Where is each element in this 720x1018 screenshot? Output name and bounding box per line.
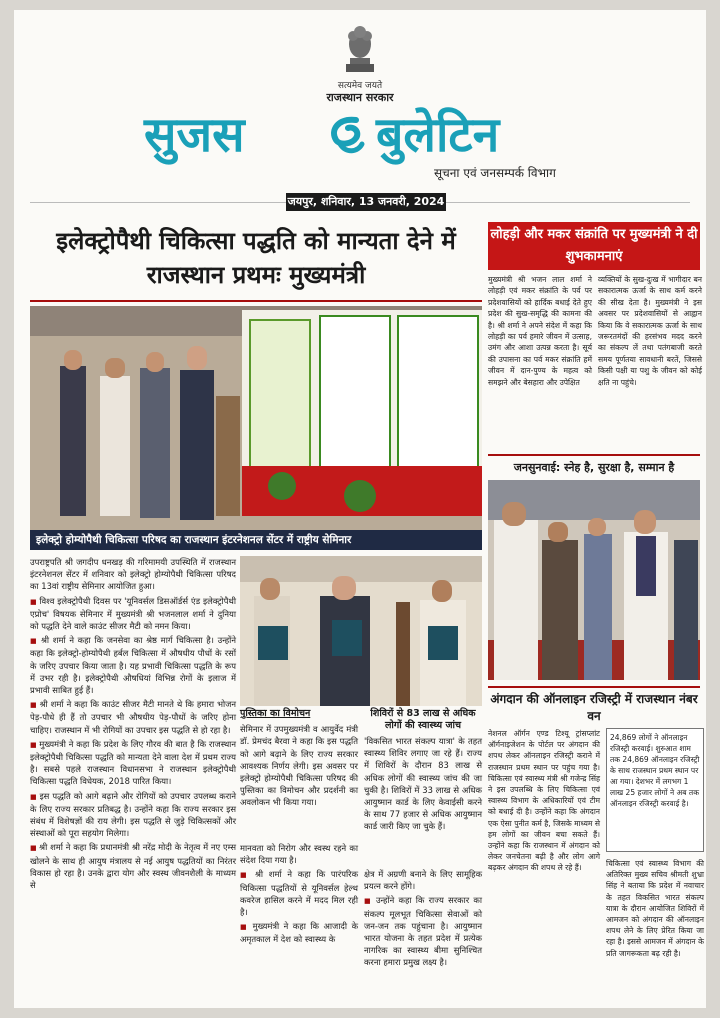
public-hearing-photo xyxy=(488,480,700,680)
main-story-column-3b xyxy=(364,868,482,971)
main-story-paragraph: ■ श्री शर्मा ने कहा कि काउंट सीजर मैटी मानते थे कि हमारा भोजन पेड़-पौधे ही हैं तो उपचार भी औषधीय पेड़-पौधों के जरिए होना चाहिए। राजस्थान में भी रोगियों का उपचार इस पद्धति से हो रहा है। xyxy=(30,698,236,736)
title-left: सुजस xyxy=(144,107,245,163)
seminar-photo-illustration xyxy=(30,306,482,546)
national-motto: सत्यमेव जयते xyxy=(337,81,383,91)
main-story-paragraph: सेमिनार में उपमुख्यमंत्री व आयुर्वेद मंत्री डॉ. प्रेमचंद बैरवा ने कहा कि इस पद्धति को आगे बढ़ाने के लिए राज्य सरकार आवश्यक निर्णय लेगी। इस अवसर पर इलेक्ट्रो होम्योपैथी चिकित्सा परिषद की पुस्तिका का विमोचन और प्रदर्शनी का अवलोकन भी किया गया। xyxy=(240,724,358,808)
main-story-paragraph: उपराष्ट्रपति श्री जगदीप धनखड़ की गरिमामयी उपस्थिति में राजस्थान इंटरनेशनल सेंटर में शनिवार को इलेक्ट्रो होम्योपैथी चिकित्सा परिषद का 13वां राष्ट्रीय सेमिनार आयोजित हुआ। xyxy=(30,557,236,592)
department-name: सूचना एवं जनसम्पर्क विभाग xyxy=(434,166,556,180)
donation-headline: अंगदान की ऑनलाइन रजिस्ट्री में राजस्थान नंबर वन xyxy=(488,686,700,725)
main-story-paragraph: ■ मुख्यमंत्री ने कहा कि प्रदेश के लिए गौरव की बात है कि राजस्थान इलेक्ट्रोपैथी चिकित्सा पद्धति को मान्यता देने वाला देश में प्रथम राज्य है। सबसे पहले राजस्थान विधानसभा ने राजस्थान इलेक्ट्रोपैथी चिकित्सा पद्धति विधेयक, 2018 पारित किया। xyxy=(30,738,236,788)
book-release-subhead: पुस्तिका का विमोचन xyxy=(240,708,311,719)
bulletin-page xyxy=(14,10,706,1008)
main-story-paragraph: ■ मुख्यमंत्री ने कहा कि आजादी के अमृतकाल में देश को स्वास्थ्य के xyxy=(240,920,358,945)
main-story-column-3 xyxy=(364,708,482,835)
sujas-logo-icon xyxy=(326,114,370,158)
seminar-photo-caption: इलेक्ट्रो होम्योपैथी चिकित्सा परिषद का राजस्थान इंटरनेशनल सेंटर में राष्ट्रीय सेमिनार xyxy=(30,530,482,550)
main-story-paragraph: क्षेत्र में अग्रणी बनाने के लिए सामूहिक प्रयत्न करने होंगे। xyxy=(364,869,482,892)
bulletin-title xyxy=(144,106,584,164)
main-story-paragraph: मानवता को निरोग और स्वस्थ रहने का संदेश दिया गया है। xyxy=(240,843,358,866)
main-story-column-2b xyxy=(240,842,358,948)
book-release-photo xyxy=(240,556,482,706)
main-story-paragraph: 'विकसित भारत संकल्प यात्रा' के तहत स्वास्थ्य शिविर लगाए जा रहे हैं। राज्य में शिविरों के दौरान 83 लाख से अधिक लोगों की स्वास्थ्य जांच की जा चुकी है। शिविरों में 33 लाख से अधिक आयुष्मान कार्ड के लिए केवाईसी करने के साथ 77 हजार से अधिक आयुष्मान कार्ड जारी किए जा चुके हैं। xyxy=(364,736,482,832)
donation-column-2: चिकित्सा एवं स्वास्थ्य विभाग की अतिरिक्त मुख्य सचिव श्रीमती शुभ्रा सिंह ने बताया कि प्रदेश में नवाचार के तहत विकसित भारत संकल्प यात्रा के दौरान आयोजित शिविरों में आमजन को अंगदान की ऑनलाइन शपथ लेने के लिए प्रेरित किया जा रहा है। इससे आमजन में अंगदान के प्रति जागरूकता बढ़ रही है। xyxy=(606,859,704,958)
book-release-illustration xyxy=(240,556,482,706)
side-story-headline: लोहड़ी और मकर संक्रांति पर मुख्यमंत्री ने दी शुभकामनाएं xyxy=(488,222,700,270)
donation-info-box: 24,869 लोगों ने ऑनलाइन रजिस्ट्री करवाई। शुरुआत शाम तक 24,869 ऑनलाइन रजिस्ट्री के साथ राजस्थान प्रथम स्थान पर आ गया। देशभर में लगभग 1 लाख 25 हजार लोगों ने अब तक ऑनलाइन रजिस्ट्री करवाई है। xyxy=(606,728,704,852)
masthead xyxy=(14,10,706,190)
title-right: बुलेटिन xyxy=(376,107,500,163)
main-story-paragraph: ■ इस पद्धति को आगे बढ़ाने और रोगियों को उपचार उपलब्ध कराने के लिए राज्य सरकार प्रतिबद्ध है। उन्होंने कहा कि राज्य सरकार इस संबंध में विशेषज्ञों की राय लेगी। इस पद्धति से जुड़े चिकित्सकों और संस्थाओं को पूरा सहयोग मिलेगा। xyxy=(30,790,236,840)
ashoka-emblem-icon xyxy=(342,22,378,74)
main-story-column-1 xyxy=(30,556,236,893)
issue-date: जयपुर, शनिवार, 13 जनवरी, 2024 xyxy=(286,193,446,211)
side-story-column-1: मुख्यमंत्री श्री भजन लाल शर्मा ने लोहड़ी एवं मकर संक्रांति के पर्व पर प्रदेशवासियों को हार्दिक बधाई देते हुए प्रदेश की सुख-समृद्धि की कामना की है। श्री शर्मा ने अपने संदेश में कहा कि लोहड़ी का पर्व हमारे जीवन में उत्साह, उमंग और आशा उत्पन्न करता है। सूर्य की उपासना का पर्व मकर संक्रांति हमें जीवन में दान-पुण्य के महत्व को समझने और बेसहारा और उपेक्षित xyxy=(488,275,592,387)
donation-column-1: नेशनल ऑर्गन एण्ड टिश्यू ट्रांसप्लांट ऑर्गनाइजेशन के पोर्टल पर अंगदान की शपथ लेकर ऑनलाइन रजिस्ट्री कराने में राजस्थान प्रथम स्थान पर पहुंच गया है। चिकित्सा एवं स्वास्थ्य मंत्री श्री गजेन्द्र सिंह ने इस उपलब्धि के लिए चिकित्सा एवं स्वास्थ्य विभाग के अधिकारियों एवं टीम को बधाई दी है। उन्होंने कहा कि अंगदान एक ऐसा पुनीत कर्म है, जिसके माध्यम से हम लोगों का जीवन बचा सकते हैं। उन्होंने कहा कि राजस्थान में अंगदान को लेकर जनचेतना बढ़ी है और लोग आगे बढ़कर अंगदान की शपथ ले रहे हैं। xyxy=(488,729,600,873)
main-story-paragraph: ■ श्री शर्मा ने कहा कि पारंपरिक चिकित्सा पद्धतियों से यूनिवर्सल हेल्थ कवरेज हासिल करने में मदद मिल रही है। xyxy=(240,868,358,918)
seminar-photo xyxy=(30,306,482,546)
public-hearing-illustration xyxy=(488,480,700,680)
side-story-column-2: व्यक्तियों के सुख-दुःख में भागीदार बन सकारात्मक ऊर्जा के साथ कर्म करने की सीख देता है। मुख्यमंत्री ने इस अवसर पर प्रदेशवासियों से आह्वान किया कि वे सकारात्मक ऊर्जा के साथ जरूरतमंदों की हरसंभव मदद करने का संकल्प लें तथा पतंगबाजी करते समय पूर्णतया सावधानी बरतें, जिससे किसी पक्षी या पशु के जीवन को कोई क्षति ना पहुंचे। xyxy=(598,275,702,387)
main-headline: इलेक्ट्रोपैथी चिकित्सा पद्धति को मान्यता देने में राजस्थान प्रथमः मुख्यमंत्री xyxy=(56,227,456,289)
headline-rule xyxy=(30,300,482,302)
health-camps-subhead: शिविरों से 83 लाख से अधिक लोगों की स्वास्थ्य जांच xyxy=(370,708,476,731)
main-story-paragraph: ■ उन्होंने कहा कि राज्य सरकार का संकल्प मूलभूत चिकित्सा सेवाओं को जन-जन तक पहुंचाना है। आयुष्मान भारत योजना के तहत प्रदेश में प्रत्येक नागरिक का स्वास्थ्य बीमा सुनिश्चित करना हमारा प्रमुख लक्ष्य है। xyxy=(364,894,482,968)
main-story-paragraph: ■ श्री शर्मा ने कहा कि प्रधानमंत्री श्री नरेंद्र मोदी के नेतृत्व में नए एम्स खोलने के साथ ही आयुष मंत्रालय से नई आयुष पद्धतियों का निरंतर विकास हो रहा है। उनके द्वारा योग और स्वस्थ जीवनशैली के माध्यम से xyxy=(30,841,236,891)
main-story-column-2 xyxy=(240,708,358,811)
government-name: राजस्थान सरकार xyxy=(326,91,394,104)
main-story-paragraph: ■ श्री शर्मा ने कहा कि जनसेवा का श्रेष्ठ मार्ग चिकित्सा है। उन्होंने कहा कि इलेक्ट्रो-होम्योपैथी हर्बल चिकित्सा में औषधीय पौधों के रसों के जरिए उपचार किया जाता है। यह प्रभावी चिकित्सा पद्धति के रूप में उभर रही है। इलेक्ट्रोपैथी औषधियां विभिन्न रोगों के इलाज में प्रभावी साबित हुई हैं। xyxy=(30,634,236,696)
main-story-paragraph: ■ विश्व इलेक्ट्रोपैथी दिवस पर 'यूनिवर्सल डिसऑर्डर्स एंड इलेक्ट्रोपैथी एप्रोच' विषयक सेमिनार में मुख्यमंत्री श्री भजनलाल शर्मा ने दुनिया को पद्धति देने वाले काउंट सीजर मैटी को नमन किया। xyxy=(30,595,236,633)
hearing-headline: जनसुनवाई: स्नेह है, सुरक्षा है, सम्मान है xyxy=(488,454,700,475)
